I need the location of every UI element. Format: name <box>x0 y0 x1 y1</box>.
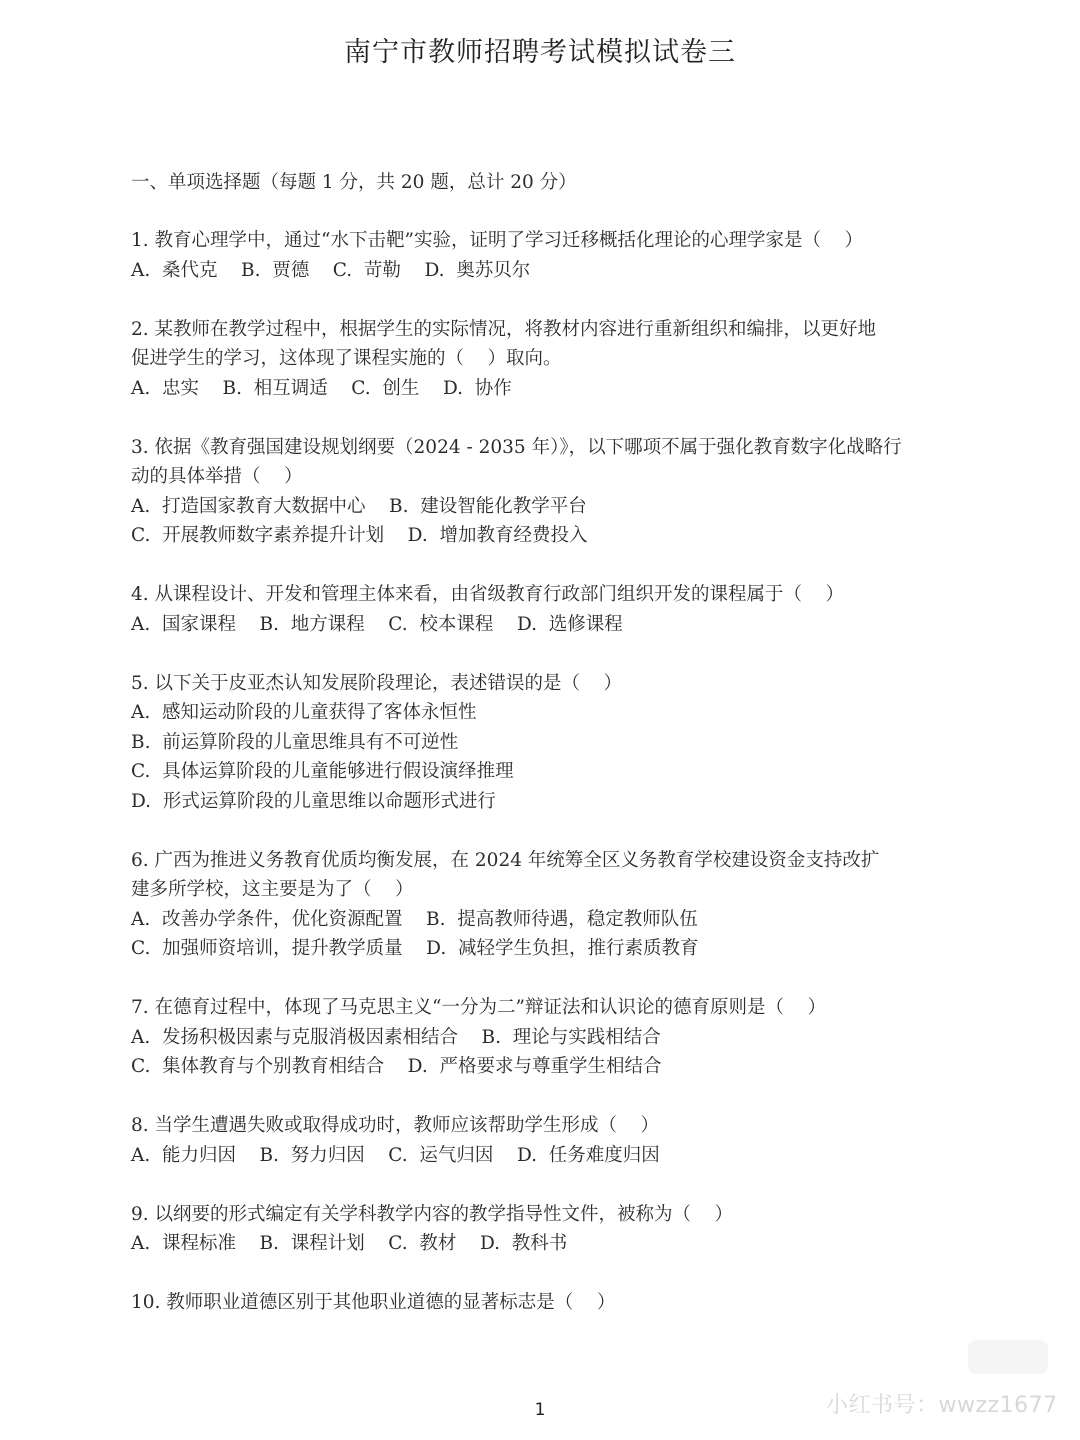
question-stem-line: 促进学生的学习，这体现了课程实施的（ ）取向。 <box>131 348 562 369</box>
question-options-line: A. 发扬积极因素与克服消极因素相结合 B. 理论与实践相结合 <box>131 1026 661 1048</box>
question-stem-line: 10. 教师职业道德区别于其他职业道德的显著标志是（ ） <box>131 1292 616 1313</box>
question-gap <box>131 964 931 994</box>
question-options-line: A. 忠实 B. 相互调适 C. 创生 D. 协作 <box>131 377 512 399</box>
question-options-line: D. 形式运算阶段的儿童思维以命题形式进行 <box>131 790 496 812</box>
question-stem-line: 9. 以纲要的形式编定有关学科教学内容的教学指导性文件，被称为（ ） <box>131 1203 734 1225</box>
question-gap <box>131 551 931 581</box>
question-list <box>131 226 931 1318</box>
question-options-line: A. 桑代克 B. 贾德 C. 苛勒 D. 奥苏贝尔 <box>131 259 531 281</box>
watermark-text: 小红书号：wwzz1677 <box>826 1393 1058 1418</box>
section-heading: 一、单项选择题（每题 1 分，共 20 题，总计 20 分） <box>131 172 577 193</box>
question-gap <box>131 816 931 846</box>
question-stem-line: 3. 依据《教育强国建设规划纲要（2024 - 2035 年）》，以下哪项不属于强化教育数字化战略行 <box>131 436 902 458</box>
question-options-line: A. 改善办学条件，优化资源配置 B. 提高教师待遇，稳定教师队伍 <box>131 908 698 930</box>
question-options-line: A. 课程标准 B. 课程计划 C. 教材 D. 教科书 <box>131 1233 568 1254</box>
question-10 <box>131 1288 931 1318</box>
question-4 <box>131 580 931 639</box>
question-options-line: C. 具体运算阶段的儿童能够进行假设演绎推理 <box>131 761 514 782</box>
question-stem-line: 1. 教育心理学中，通过“水下击靶”实验，证明了学习迁移概括化理论的心理学家是（ ） <box>131 230 863 251</box>
question-options-line: C. 加强师资培训，提升教学质量 D. 减轻学生负担，推行素质教育 <box>131 938 699 959</box>
question-options-line: B. 前运算阶段的儿童思维具有不可逆性 <box>131 731 459 753</box>
question-options-line: A. 感知运动阶段的儿童获得了客体永恒性 <box>131 702 477 723</box>
question-stem-line: 建多所学校，这主要是为了（ ） <box>131 879 414 900</box>
question-gap <box>131 403 931 433</box>
question-stem-line: 2. 某教师在教学过程中，根据学生的实际情况，将教材内容进行重新组织和编排，以更好地 <box>131 318 877 340</box>
question-1 <box>131 226 931 285</box>
question-stem-line: 7. 在德育过程中，体现了马克思主义“一分为二”辩证法和认识论的德育原则是（ ） <box>131 997 826 1018</box>
question-8 <box>131 1111 931 1170</box>
question-options-line: C. 开展教师数字素养提升计划 D. 增加教育经费投入 <box>131 525 588 546</box>
question-options-line: A. 打造国家教育大数据中心 B. 建设智能化教学平台 <box>131 495 587 517</box>
watermark-badge <box>968 1340 1048 1374</box>
question-2 <box>131 315 931 404</box>
question-options-line: A. 能力归因 B. 努力归因 C. 运气归因 D. 任务难度归因 <box>131 1144 660 1166</box>
question-stem-line: 动的具体举措（ ） <box>131 466 303 487</box>
question-gap <box>131 1082 931 1112</box>
question-stem-line: 6. 广西为推进义务教育优质均衡发展，在 2024 年统筹全区义务教育学校建设资金支持改扩 <box>131 849 880 871</box>
page-number: 1 <box>534 1400 546 1420</box>
question-7 <box>131 993 931 1082</box>
question-stem-line: 4. 从课程设计、开发和管理主体来看，由省级教育行政部门组织开发的课程属于（ ） <box>131 584 845 605</box>
question-gap <box>131 1170 931 1200</box>
question-5 <box>131 669 931 817</box>
question-6 <box>131 846 931 964</box>
question-9 <box>131 1200 931 1259</box>
question-stem-line: 5. 以下关于皮亚杰认知发展阶段理论，表述错误的是（ ） <box>131 672 623 694</box>
question-gap <box>131 639 931 669</box>
question-3 <box>131 433 931 551</box>
question-gap <box>131 285 931 315</box>
question-options-line: A. 国家课程 B. 地方课程 C. 校本课程 D. 选修课程 <box>131 613 623 635</box>
question-gap <box>131 1259 931 1289</box>
question-stem-line: 8. 当学生遭遇失败或取得成功时，教师应该帮助学生形成（ ） <box>131 1115 660 1136</box>
question-options-line: C. 集体教育与个别教育相结合 D. 严格要求与尊重学生相结合 <box>131 1056 662 1077</box>
exam-title: 南宁市教师招聘考试模拟试卷三 <box>344 37 736 68</box>
